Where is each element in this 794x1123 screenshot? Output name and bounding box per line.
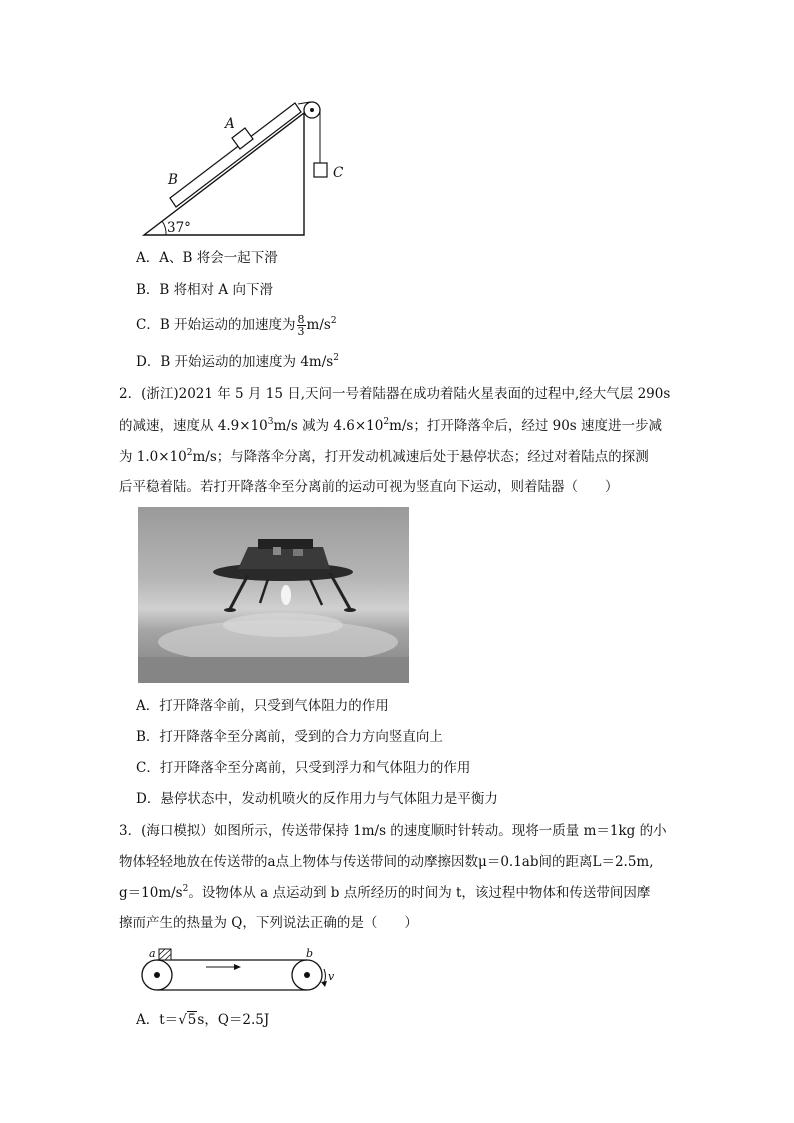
q3-stem-line3: $g=10m/s^2$。设物体从 a 点运动到 b 点所经历的时间为 t，该过程中物体和传送带间因摩 [119, 884, 651, 901]
q2-option-b[interactable]: B．打开降落伞至分离前，受到的合力方向竖直向上 [136, 729, 443, 745]
q3-stem-line4: 擦而产生的热量为 Q，下列说法正确的是（ ） [119, 915, 418, 931]
q2-stem-line1: 2．(浙江)2021 年 5 月 15 日,天问一号着陆器在成功着陆火星表面的过程中,经大气层 290s [119, 386, 671, 402]
q3-option-a[interactable]: A．t＝√5s，Q＝2.5J [136, 1012, 270, 1028]
sqrt-symbol: √5 [178, 1012, 197, 1028]
angle-label: 37° [167, 220, 191, 236]
label-b: B [168, 172, 178, 188]
fraction-8-3: $\frac{8}{3}$ [297, 313, 305, 338]
q1-option-a[interactable]: A．A、B 将会一起下滑 [136, 250, 278, 266]
q3-stem-line1: 3．(海口模拟）如图所示，传送带保持 1m/s 的速度顺时针转动。现将一质量 m＝1kg 的小 [119, 823, 667, 839]
q2-stem-line2: 的减速，速度从 $4.9\times 10^3m/s$ 减为 $4.6\times 10^2m/s$；打开降落伞后，经过 90s 速度进一步减 [119, 417, 663, 434]
label-c: C [333, 165, 344, 181]
block-c [314, 163, 327, 177]
q2-option-d[interactable]: D．悬停状态中，发动机喷火的反作用力与气体阻力是平衡力 [136, 791, 498, 807]
point-b-label: b [306, 947, 314, 960]
point-a-label: a [149, 947, 156, 960]
q1-option-c[interactable]: C．B 开始运动的加速度为 $\frac{8}{3}$ $m/s^2$ [136, 313, 337, 338]
q1-option-c-text: C．B 开始运动的加速度为 [136, 317, 296, 333]
velocity-label: v [328, 970, 335, 983]
direction-arrow-icon [234, 964, 241, 970]
block-b [170, 103, 301, 207]
q2-option-c[interactable]: C．打开降落伞至分离前，只受到浮力和气体阻力的作用 [136, 760, 471, 776]
q2-stem-line3: 为 $1.0\times 10^2m/s$；与降落伞分离，打开发动机减速后处于悬停状态；经过对着陆点的探测 [119, 448, 649, 465]
mars-lander-photo [138, 507, 409, 683]
q1-option-d[interactable]: D．B 开始运动的加速度为 $4m/s^2$ [136, 353, 339, 370]
q1-option-b[interactable]: B．B 将相对 A 向下滑 [136, 282, 273, 298]
q2-stem-line4: 后平稳着陆。若打开降落伞至分离前的运动可视为竖直向下运动，则着陆器（ ） [119, 479, 619, 495]
label-a: A [225, 116, 235, 132]
q2-option-a[interactable]: A．打开降落伞前，只受到气体阻力的作用 [136, 698, 389, 714]
q3-stem-line2: 物体轻轻地放在传送带的a点上物体与传送带间的动摩擦因数μ＝0.1ab间的距离L＝2.5m, [119, 854, 654, 870]
